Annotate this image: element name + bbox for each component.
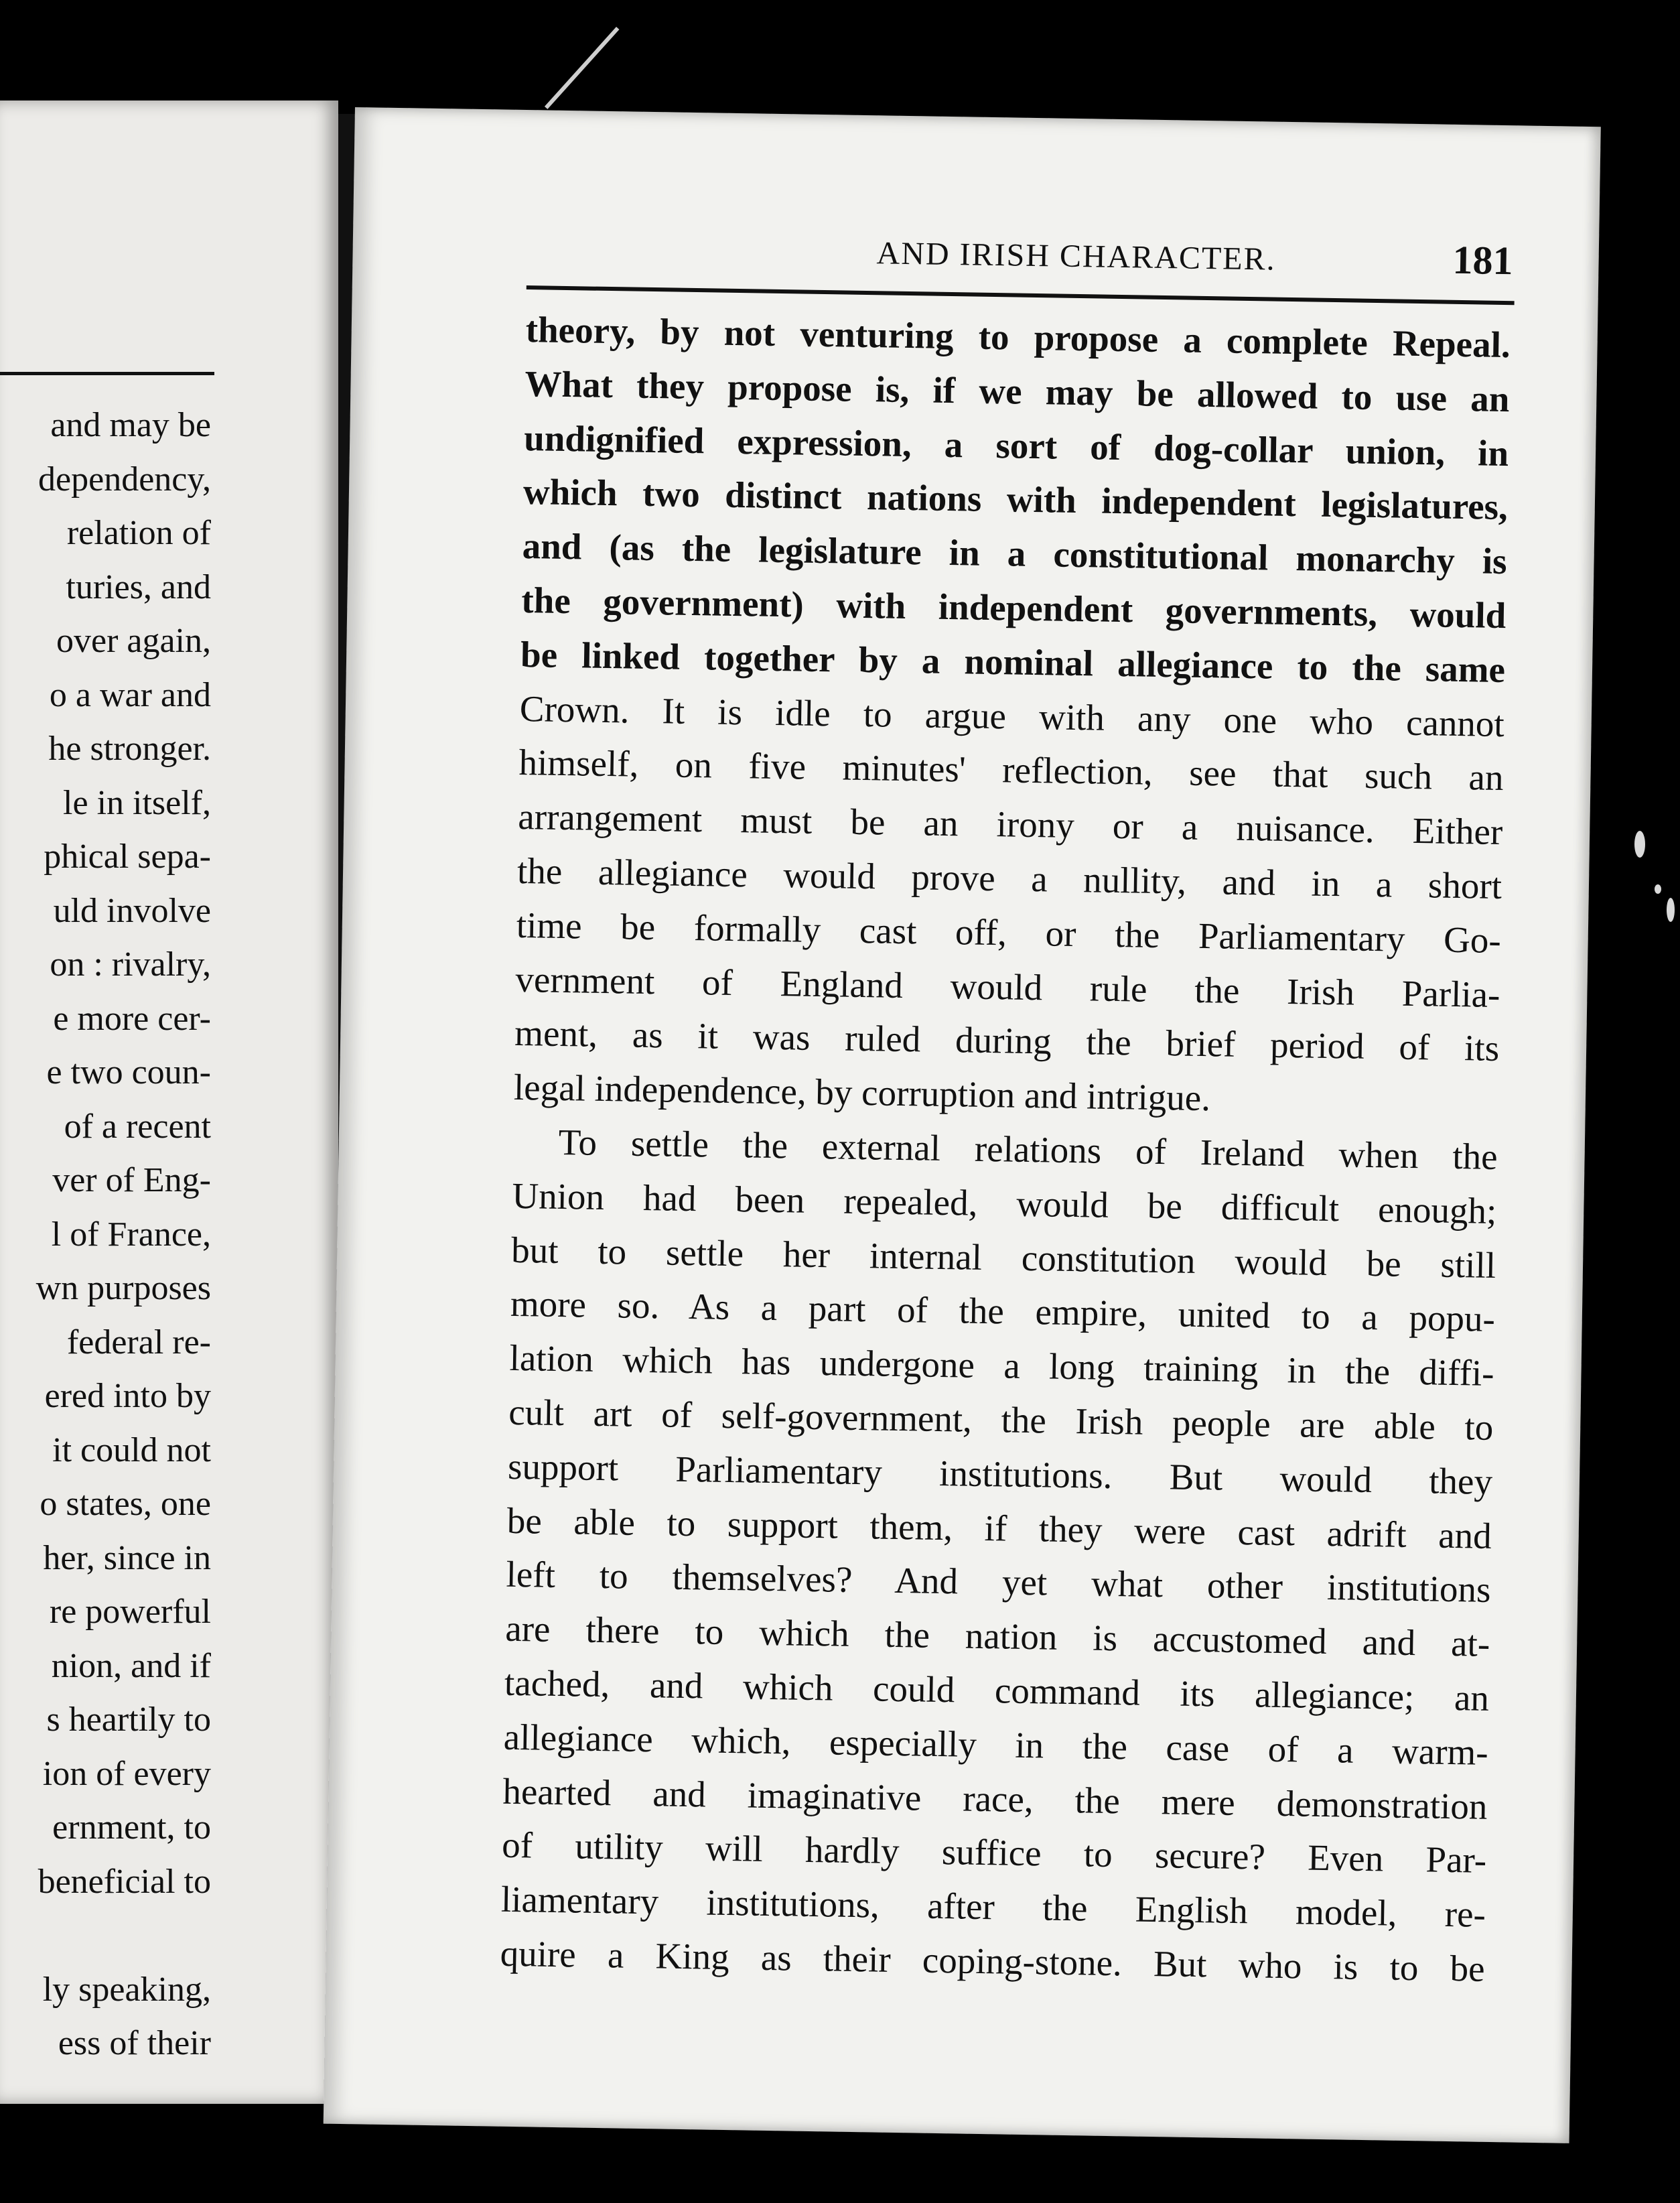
text-line: s heartily to xyxy=(46,1700,211,1739)
text-line: nion, and if xyxy=(51,1646,211,1685)
text-line: undignified expression, a sort of dog-collar union, in xyxy=(523,417,1509,474)
text-line: ment, as it was ruled during the brief period of its xyxy=(514,1012,1500,1069)
text-line: quire a King as their coping-stone. But who is to be xyxy=(500,1932,1486,1989)
left-page xyxy=(0,101,338,2104)
text-line: e two coun- xyxy=(46,1053,211,1091)
text-line: dependency, xyxy=(38,460,211,498)
text-line: himself, on five minutes' reflection, see that such an xyxy=(518,742,1504,799)
text-line: are there to which the nation is accustomed and at- xyxy=(504,1607,1490,1665)
text-line: tached, and which could command its allegiance; an xyxy=(504,1662,1490,1719)
text-line: over again, xyxy=(56,622,211,660)
text-line: her, since in xyxy=(43,1538,211,1577)
text-line: hearted and imaginative race, the mere demonstration xyxy=(502,1770,1488,1827)
text-line: on : rivalry, xyxy=(50,945,211,984)
left-header-rule xyxy=(0,372,214,375)
text-line: of utility will hardly suffice to secure? Even Par- xyxy=(501,1824,1487,1881)
text-line: cult art of self-government, the Irish people are able to xyxy=(508,1391,1494,1448)
text-line: lation which has undergone a long training in the diffi- xyxy=(509,1337,1495,1394)
text-line: le in itself, xyxy=(63,783,211,822)
text-line: liamentary institutions, after the English model, re- xyxy=(500,1878,1486,1935)
text-line: federal re- xyxy=(66,1323,211,1361)
right-page xyxy=(324,107,1601,2143)
text-line: and may be xyxy=(50,406,211,444)
text-line: theory, by not venturing to propose a complete Repeal. xyxy=(525,309,1511,366)
text-line: uld involve xyxy=(53,891,211,930)
text-line: ver of Eng- xyxy=(52,1161,211,1199)
text-line: ess of their xyxy=(58,2024,211,2062)
text-line: o a war and xyxy=(49,675,211,714)
scan-scratch xyxy=(545,27,620,109)
text-line: ly speaking, xyxy=(42,1970,211,2009)
running-head: AND IRISH CHARACTER. xyxy=(876,235,1277,277)
text-line: turies, and xyxy=(66,568,211,606)
text-line: and (as the legislature in a constitutional monarchy is xyxy=(522,525,1508,582)
text-line: of a recent xyxy=(64,1107,211,1146)
text-line: be linked together by a nominal allegiance to the same xyxy=(520,633,1506,690)
left-page-text xyxy=(0,399,211,2071)
text-line: support Parliamentary institutions. But would they xyxy=(507,1445,1493,1502)
text-line: ion of every xyxy=(42,1754,211,1793)
text-line: phical sepa- xyxy=(44,838,211,876)
text-line: it could not xyxy=(52,1430,211,1469)
text-line: o states, one xyxy=(40,1485,211,1523)
text-line: left to themselves? And yet what other institutions xyxy=(506,1554,1491,1611)
text-line: time be formally cast off, or the Parliamentary Go- xyxy=(516,904,1502,961)
text-line-paragraph-end: legal independence, by corruption and intrigue. xyxy=(513,1067,1211,1119)
text-line: What they propose is, if we may be allowed to use an xyxy=(524,362,1510,419)
text-line: ered into by xyxy=(44,1377,211,1415)
text-line: but to settle her internal constitution would be still xyxy=(510,1229,1496,1286)
text-line: the allegiance would prove a nullity, and in a short xyxy=(516,850,1502,907)
text-line: Union had been repealed, would be difficult enough; xyxy=(512,1175,1497,1231)
scan-speck xyxy=(1667,898,1675,922)
text-line: arrangement must be an irony or a nuisance. Either xyxy=(517,796,1503,853)
text-line: ernment, to xyxy=(52,1808,211,1847)
text-line: which two distinct nations with independent legislatures, xyxy=(522,471,1509,528)
text-line: Crown. It is idle to argue with any one who cannot xyxy=(519,687,1505,744)
text-line: e more cer- xyxy=(53,999,211,1038)
text-line: more so. As a part of the empire, united to a popu- xyxy=(510,1283,1496,1340)
text-line: vernment of England would rule the Irish Parlia- xyxy=(515,958,1500,1015)
text-line: l of France, xyxy=(51,1215,211,1254)
text-line: beneficial to xyxy=(38,1862,211,1901)
right-page-text xyxy=(500,303,1511,1996)
header-rule xyxy=(527,285,1515,305)
text-line: he stronger. xyxy=(48,730,211,768)
blank-line xyxy=(0,1909,211,1963)
page-number: 181 xyxy=(1452,237,1514,283)
text-line: re powerful xyxy=(49,1593,211,1631)
text-line-paragraph-start: To settle the external relations of Ireland when the xyxy=(558,1121,1498,1177)
text-line: wn purposes xyxy=(36,1269,211,1307)
text-line: relation of xyxy=(66,514,211,552)
text-line: allegiance which, especially in the case of a warm- xyxy=(503,1716,1489,1773)
scan-speck xyxy=(1655,884,1661,894)
scan-speck xyxy=(1634,831,1645,858)
text-line: the government) with independent governments, would xyxy=(520,579,1507,637)
text-line: be able to support them, if they were cast adrift and xyxy=(506,1499,1492,1556)
